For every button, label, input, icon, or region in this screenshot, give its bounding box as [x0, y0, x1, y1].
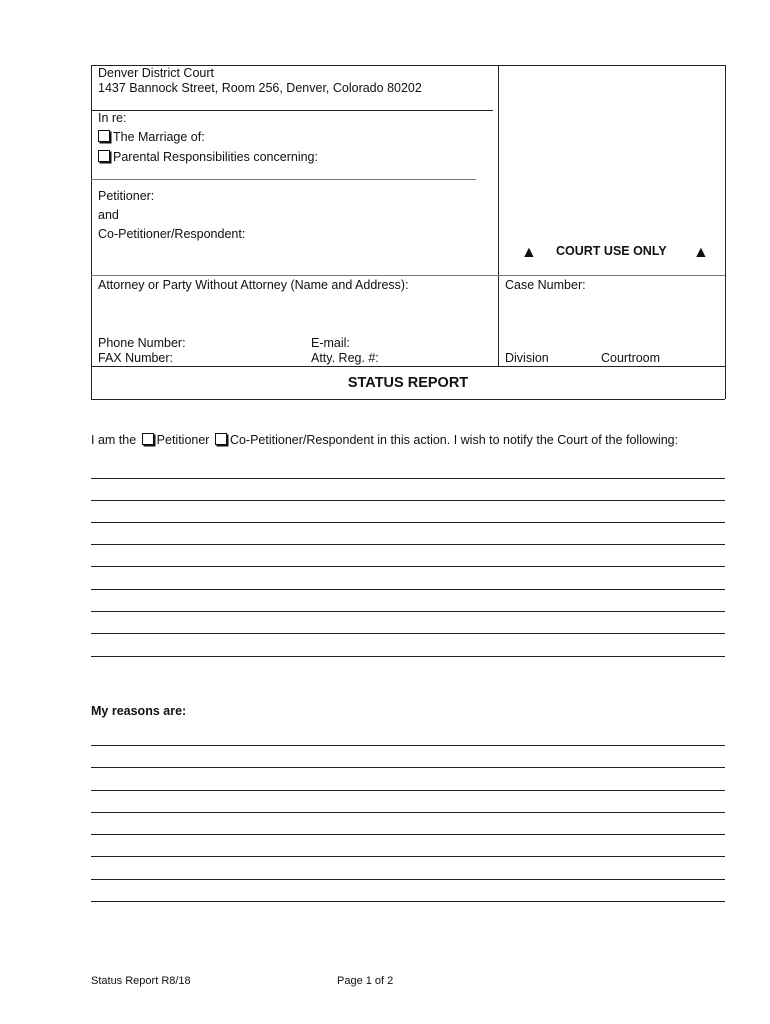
parental-option[interactable]	[98, 150, 318, 165]
parental-checkbox[interactable]	[98, 150, 110, 162]
notification-line[interactable]	[91, 500, 725, 501]
form-id: Status Report R8/18	[91, 975, 191, 987]
fax-label: FAX Number:	[98, 351, 174, 365]
page-title: STATUS REPORT	[347, 375, 469, 391]
reasons-line[interactable]	[91, 879, 725, 880]
notification-line[interactable]	[91, 589, 725, 590]
court-address: 1437 Bannock Street, Room 256, Denver, Colorado 80202	[98, 81, 422, 95]
reasons-line[interactable]	[91, 856, 725, 857]
caption-right-border	[725, 65, 726, 399]
arrow-up-icon-left: ▲	[521, 244, 537, 261]
in-re-label: In re:	[98, 111, 127, 125]
petitioner-checkbox[interactable]	[142, 433, 154, 445]
title-divider	[91, 366, 725, 367]
notification-line[interactable]	[91, 633, 725, 634]
phone-label: Phone Number:	[98, 336, 186, 350]
statement-prefix: I am the	[91, 433, 137, 447]
division-label: Division	[505, 351, 549, 365]
atty-reg-label: Atty. Reg. #:	[311, 351, 379, 365]
notification-line[interactable]	[91, 656, 725, 657]
attorney-label: Attorney or Party Without Attorney (Name and Address):	[98, 278, 409, 292]
marriage-option-label: The Marriage of:	[113, 130, 205, 144]
caption-middle-divider	[91, 275, 725, 276]
case-number-label: Case Number:	[505, 278, 586, 292]
notification-line[interactable]	[91, 522, 725, 523]
page-number: Page 1 of 2	[337, 975, 394, 987]
arrow-up-icon-right: ▲	[693, 244, 709, 261]
court-name: Denver District Court	[98, 66, 214, 80]
in-re-divider	[91, 179, 476, 180]
reasons-line[interactable]	[91, 901, 725, 902]
petitioner-option-label: Petitioner	[156, 433, 210, 447]
parental-option-label: Parental Responsibilities concerning:	[113, 150, 318, 164]
reasons-line[interactable]	[91, 812, 725, 813]
notification-line[interactable]	[91, 478, 725, 479]
reasons-line[interactable]	[91, 767, 725, 768]
notification-line[interactable]	[91, 566, 725, 567]
and-label: and	[98, 208, 119, 222]
co-petitioner-option-label: Co-Petitioner/Respondent in this action. I wish to notify the Court of the following:	[229, 433, 679, 447]
reasons-line[interactable]	[91, 745, 725, 746]
caption-left-border	[91, 65, 92, 399]
court-info-divider	[91, 110, 493, 111]
reasons-line[interactable]	[91, 834, 725, 835]
court-use-only-label: COURT USE ONLY	[556, 244, 667, 258]
statement-line	[91, 433, 678, 448]
reasons-line[interactable]	[91, 790, 725, 791]
marriage-checkbox[interactable]	[98, 130, 110, 142]
co-petitioner-label: Co-Petitioner/Respondent:	[98, 227, 246, 241]
caption-column-divider	[498, 65, 499, 366]
marriage-option[interactable]	[98, 130, 205, 145]
caption-bottom-border	[91, 399, 725, 400]
co-petitioner-checkbox[interactable]	[215, 433, 227, 445]
notification-line[interactable]	[91, 611, 725, 612]
courtroom-label: Courtroom	[601, 351, 661, 365]
notification-line[interactable]	[91, 544, 725, 545]
reasons-heading: My reasons are:	[91, 704, 187, 718]
petitioner-label: Petitioner:	[98, 189, 155, 203]
email-label: E-mail:	[311, 336, 350, 350]
